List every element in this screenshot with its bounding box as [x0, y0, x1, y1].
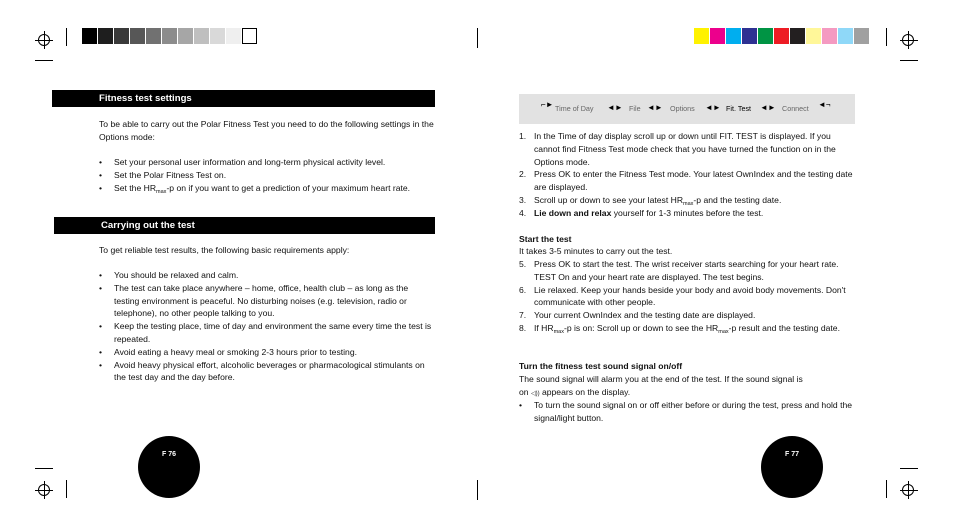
color-swatch	[726, 28, 741, 44]
requirements-intro: To get reliable test results, the following basic requirements apply:	[99, 245, 350, 255]
list-item: 5. Press OK to start the test. The wrist receiver starts searching for your heart rate. TEST On and your heart rate are displayed. The test begins.	[519, 259, 839, 282]
page-number-badge	[138, 436, 200, 498]
page-number: F 76	[161, 451, 176, 458]
list-item: • Set your personal user information and long-term physical activity level.	[99, 156, 434, 169]
registration-target-icon	[38, 34, 50, 46]
list-item: 8. If $HR_{max}-p$ is on: Scroll up or down to see the $HR_{max}-p$ result and the testing date.	[519, 322, 840, 335]
color-swatch	[822, 28, 837, 44]
start-test-heading: Start the test	[519, 234, 572, 244]
color-swatch	[210, 28, 225, 44]
color-swatch	[806, 28, 821, 44]
color-swatch	[758, 28, 773, 44]
nav-loop-right-icon: ◄¬	[818, 100, 831, 109]
steps-list-b	[519, 258, 855, 335]
section-heading-fitness-test-settings: Fitness test settings	[52, 90, 435, 107]
list-item: 7. Your current OwnIndex and the testing date are displayed.	[519, 310, 756, 321]
registration-target-icon	[902, 34, 914, 46]
sound-signal-heading: Turn the fitness test sound signal on/off	[519, 361, 683, 371]
color-swatch	[98, 28, 113, 44]
settings-intro: To be able to carry out the Polar Fitness Test you need to do the following settings in the Options mode:	[99, 119, 434, 142]
color-swatch	[146, 28, 161, 44]
color-swatch	[838, 28, 853, 44]
page-number-badge	[761, 436, 823, 498]
double-arrow-icon: ◄►	[607, 103, 623, 112]
settings-bullet-list	[99, 156, 434, 194]
color-swatch	[694, 28, 709, 44]
nav-item-time-of-day: Time of Day	[555, 104, 594, 113]
sound-signal-icon: ◁))	[530, 390, 540, 397]
list-item: 4. Lie down and relax yourself for 1-3 minutes before the test.	[519, 207, 764, 218]
nav-item-options: Options	[670, 104, 695, 113]
double-arrow-icon: ◄►	[760, 103, 776, 112]
double-arrow-icon: ◄►	[647, 103, 663, 112]
steps-list-a	[519, 130, 855, 220]
double-arrow-icon: ◄►	[705, 103, 721, 112]
nav-item-file: File	[629, 104, 641, 113]
start-test-intro: It takes 3-5 minutes to carry out the test.	[519, 246, 673, 256]
color-swatch	[710, 28, 725, 44]
color-swatch	[742, 28, 757, 44]
list-item: • To turn the sound signal on or off either before or during the test, press and hold the signal/light button.	[519, 399, 859, 425]
list-item: 1. In the Time of day display scroll up or down until FIT. TEST is displayed. If you cannot find Fitness Test mode check that you have turned the function on in the Options mode.	[519, 131, 836, 167]
list-item: • The test can take place anywhere – home, office, health club – as long as the testing environment is peaceful. No disturbing noises (e.g. television, radio or telephone), no other people talking to you.	[99, 282, 434, 320]
nav-item-connect: Connect	[782, 104, 809, 113]
color-swatch	[790, 28, 805, 44]
registration-target-icon	[38, 484, 50, 496]
color-swatch	[82, 28, 97, 44]
registration-target-icon	[902, 484, 914, 496]
list-item: • Set the Polar Fitness Test on.	[99, 169, 434, 182]
mode-navigation-bar	[519, 94, 855, 124]
list-item: • You should be relaxed and calm.	[99, 269, 434, 282]
list-item: • Set the $HR_{max}-p$ on if you want to get a prediction of your maximum heart rate.	[99, 182, 434, 195]
sound-signal-text: The sound signal will alarm you at the end of the test. If the sound signal is on ◁)) appears on the display.	[519, 374, 803, 397]
color-swatch	[162, 28, 177, 44]
color-swatch	[178, 28, 193, 44]
list-item: 6. Lie relaxed. Keep your hands beside your body and avoid body movements. Don't communicate with other people.	[519, 284, 846, 308]
list-item: • Avoid eating a heavy meal or smoking 2-3 hours prior to testing.	[99, 346, 434, 359]
requirements-bullet-list	[99, 269, 434, 384]
color-swatch	[194, 28, 209, 44]
list-item: • Keep the testing place, time of day and environment the same every time the test is repeated.	[99, 320, 434, 346]
page-number: F 77	[784, 451, 799, 458]
color-swatch	[114, 28, 129, 44]
sound-signal-bullet-list	[519, 399, 859, 425]
list-item: 2. Press OK to enter the Fitness Test mode. Your latest OwnIndex and the testing date are displayed.	[519, 169, 853, 193]
list-item: • Avoid heavy physical effort, alcoholic beverages or pharmacological stimulants on the test day and the day before.	[99, 359, 434, 385]
color-swatch	[854, 28, 869, 44]
color-swatch	[226, 28, 241, 44]
color-swatch	[774, 28, 789, 44]
list-item: 3. Scroll up or down to see your latest $HR_{max}-p$ and the testing date.	[519, 194, 782, 207]
section-heading-carrying-out-the-test: Carrying out the test	[54, 217, 435, 234]
color-swatch	[242, 28, 257, 44]
color-swatch	[130, 28, 145, 44]
nav-loop-left-icon: ⌐►	[541, 100, 554, 109]
nav-item-fit-test: Fit. Test	[726, 104, 752, 113]
